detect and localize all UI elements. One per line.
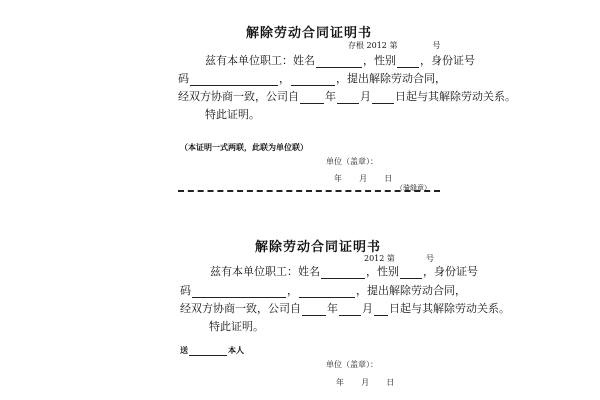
stub-date-day: 日 xyxy=(384,174,393,183)
copy-number-suffix: 号 xyxy=(426,254,434,263)
copy-closing: 特此证明。 xyxy=(209,320,264,333)
stub-line3-month: 月 xyxy=(360,90,371,103)
stub-day-blank[interactable] xyxy=(372,92,394,104)
copy-date-year: 年 xyxy=(336,378,344,387)
stub-line-3 xyxy=(178,88,516,104)
stub-closing: 特此证明。 xyxy=(205,108,260,121)
stub-line1-id: ，身份证号 xyxy=(420,54,475,67)
stub-archive-label: 存根 2012 第 xyxy=(348,41,398,50)
copy-line1-id: ，身份证号 xyxy=(423,265,478,278)
copy-line3-suffix: 日起与其解除劳动关系。 xyxy=(389,302,510,315)
copy-title: 解除劳动合同证明书 xyxy=(255,240,382,255)
copy-month-blank[interactable] xyxy=(339,304,361,316)
copy-line1-prefix: 兹有本单位职工：姓名 xyxy=(210,265,320,278)
copy-line1-gender: ，性别 xyxy=(366,265,399,278)
stub-line2-suffix: ，提出解除劳动合同， xyxy=(336,72,446,85)
stub-year-blank[interactable] xyxy=(300,92,324,104)
copy-date-day: 日 xyxy=(386,378,395,387)
stub-line-1 xyxy=(205,52,475,68)
stub-note: （本证明一式两联，此联为单位联） xyxy=(180,142,308,152)
copy-id-blank[interactable] xyxy=(192,286,286,298)
copy-recipient-blank[interactable] xyxy=(189,346,227,356)
seam-seal-label: （骑缝章） xyxy=(396,184,431,192)
stub-archive-number xyxy=(348,40,441,51)
copy-line-2 xyxy=(180,282,466,298)
stub-line3-year: 年 xyxy=(325,90,336,103)
copy-recipient xyxy=(180,345,244,356)
copy-line3-month: 月 xyxy=(362,302,373,315)
copy-reason-blank[interactable] xyxy=(299,286,355,298)
copy-date xyxy=(336,377,394,388)
stub-line1-prefix: 兹有本单位职工：姓名 xyxy=(205,54,315,67)
copy-line3-year: 年 xyxy=(327,302,338,315)
copy-unit-seal: 单位（盖章）： xyxy=(326,360,378,369)
stub-line1-gender: ，性别 xyxy=(363,54,396,67)
stub-name-blank[interactable] xyxy=(316,56,362,68)
copy-line-3 xyxy=(180,300,510,316)
stub-line3-prefix: 经双方协商一致，公司自 xyxy=(178,90,299,103)
stub-gender-blank[interactable] xyxy=(397,56,419,68)
stub-archive-number-label: 号 xyxy=(432,41,441,50)
stub-title: 解除劳动合同证明书 xyxy=(246,26,373,41)
stub-line-2 xyxy=(178,70,446,86)
copy-day-blank[interactable] xyxy=(374,304,388,316)
stub-id-blank[interactable] xyxy=(190,74,278,86)
copy-gender-blank[interactable] xyxy=(400,267,422,279)
copy-line2-sep: ， xyxy=(287,284,298,297)
copy-line3-prefix: 经双方协商一致，公司自 xyxy=(180,302,301,315)
copy-date-month: 月 xyxy=(361,378,370,387)
copy-number-label: 2012 第 xyxy=(364,254,395,263)
copy-line2-prefix: 码 xyxy=(180,284,191,297)
stub-month-blank[interactable] xyxy=(337,92,359,104)
stub-line3-suffix: 日起与其解除劳动关系。 xyxy=(395,90,516,103)
stub-unit-seal: 单位（盖章）： xyxy=(326,157,378,166)
copy-line-1 xyxy=(210,263,478,279)
stub-date-year: 年 xyxy=(334,174,342,183)
stub-date xyxy=(334,173,392,184)
copy-recipient-prefix: 送 xyxy=(180,345,188,355)
stub-date-month: 月 xyxy=(359,174,368,183)
stub-reason-blank[interactable] xyxy=(291,74,335,86)
copy-line2-suffix: ，提出解除劳动合同， xyxy=(356,284,466,297)
copy-recipient-suffix: 本人 xyxy=(228,345,244,355)
copy-year-blank[interactable] xyxy=(302,304,326,316)
copy-name-blank[interactable] xyxy=(321,267,365,279)
stub-line2-prefix: 码 xyxy=(178,72,189,85)
stub-line2-sep: ， xyxy=(279,72,290,85)
